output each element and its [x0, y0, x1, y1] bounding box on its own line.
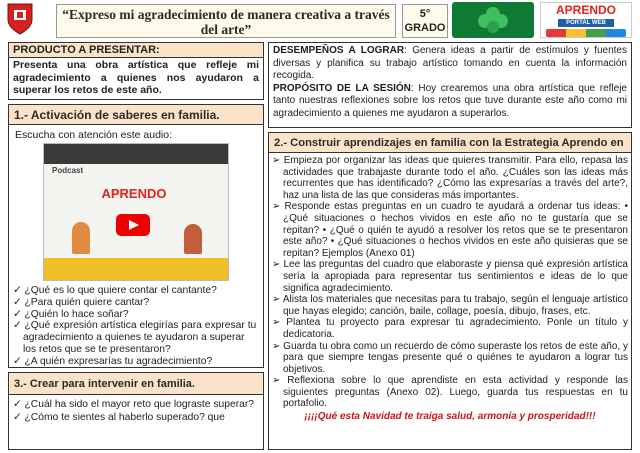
- aprendo-brand: APRENDO: [555, 3, 616, 17]
- list-item: ✓ ¿Quién lo hace soñar?: [13, 308, 129, 320]
- header: [0, 0, 640, 40]
- producto-text: Presenta una obra artística que refleje mi agradecimiento a quienes nos ayudaron a superar los retos de este año.: [13, 59, 259, 96]
- actividad2-steps: [272, 155, 628, 423]
- video-top-bar: [44, 144, 228, 164]
- desempenos-section: [268, 42, 632, 128]
- grade-box: [402, 4, 448, 38]
- video-caption: Podcast: [52, 166, 84, 175]
- desempenos-paragraph: [273, 45, 627, 83]
- list-item: ✓ ¿Cuál ha sido el mayor reto que lograste superar?: [13, 399, 255, 410]
- clover-logo-icon: [452, 2, 534, 38]
- school-shield-icon: [6, 2, 34, 36]
- list-item: ✓ ¿A quién expresarías tu agradecimiento?: [13, 355, 213, 367]
- actividad1-subtitle: Escucha con atención este audio:: [15, 129, 173, 141]
- child-illustration-icon: [72, 222, 90, 254]
- actividad2-title: 2.- Construir aprendizajes en familia con la Estrategia Aprendo en: [269, 133, 631, 153]
- proposito-paragraph: [273, 83, 627, 121]
- actividad1-title: 1.- Activación de saberes en familia.: [9, 105, 263, 125]
- grade-label: GRADO: [404, 22, 446, 34]
- actividad3-questions: [13, 399, 261, 424]
- list-item: ➢ Alista los materiales que necesitas para tu trabajo, según el lenguaje artístico que hayas elegido; canción, baile, collage, poesía, dibujo, frases, etc.: [272, 294, 628, 317]
- actividad1-section: [8, 104, 264, 368]
- audio-video-player[interactable]: [43, 143, 229, 281]
- play-button-icon[interactable]: [116, 214, 150, 236]
- producto-label: PRODUCTO A PRESENTAR:: [9, 43, 263, 58]
- session-title: “Expreso mi agradecimiento de manera creativa a través del arte”: [56, 4, 396, 38]
- color-stripe-icon: [546, 29, 626, 37]
- grade-number: 5°: [419, 8, 431, 20]
- proposito-text: : Hoy crearemos una obra artística que refleje tanto nuestras reflexiones sobre los retos que tuve durante este año como mi agradecimiento a quienes me ayudaron a superarlos.: [273, 82, 627, 119]
- desempenos-text: : Genera ideas a partir de estímulos y fuentes diversas y planifica su trabajo artístico tomando en cuenta la información recogida.: [273, 45, 627, 82]
- actividad1-questions: [13, 285, 259, 368]
- list-item: ➢ Plantea tu proyecto para expresar tu agradecimiento. Ponle un título y dedicatoria.: [272, 317, 628, 340]
- portal-web-badge: PORTAL WEB: [558, 19, 614, 27]
- list-item: ➢ Lee las preguntas del cuadro que elaboraste y piensa qué expresión artística sería la apropiada para representar tus sentimientos e ideas de lo que significa agradecimiento.: [272, 259, 628, 294]
- list-item: ➢ Guarda tu obra como un recuerdo de cómo superaste los retos de este año, y para que siempre tengas presente qué o quiénes te ayudaron a lograr tus objetivos.: [272, 340, 628, 375]
- producto-section: [8, 42, 264, 100]
- aprendo-portal-logo: [540, 2, 632, 38]
- list-item: ✓ ¿Para quién quiere cantar?: [13, 296, 150, 308]
- list-item: ➢ Responde estas preguntas en un cuadro te ayudará a ordenar tus ideas: • ¿Qué situaciones o hechos vividos en este año no te gustaría que se repitan? • ¿Qué o quién te ayudó a resolver los retos que se te presentaron este año? • ¿Qué situaciones o hechos vividos en este año quisieras que se repitan? Ejemplos (Anexo 01): [272, 201, 628, 259]
- video-bottom-band: [44, 258, 228, 280]
- actividad2-section: [268, 132, 632, 450]
- list-item: ✓ ¿Qué es lo que quiere contar el cantante?: [13, 285, 217, 296]
- actividad3-title: 3.- Crear para intervenir en familia.: [9, 373, 263, 395]
- desempenos-label: DESEMPEÑOS A LOGRAR: [273, 45, 405, 56]
- actividad3-section: [8, 372, 264, 450]
- list-item: ➢ Empieza por organizar las ideas que quieres transmitir. Para ello, repasa las actividades que trabajaste durante todo el año. ¿Cuáles son las ideas más recurrentes que has identificado? ¿Cómo las expresarías a través del arte?, haz una lista de las que consideras más importantes.: [272, 155, 628, 201]
- video-brand: APRENDO: [101, 186, 167, 201]
- closing-message: ¡¡¡¡Qué esta Navidad te traiga salud, armonía y prosperidad!!!: [304, 411, 596, 423]
- proposito-label: PROPÓSITO DE LA SESIÓN: [273, 82, 411, 94]
- list-item: ✓ ¿Cómo te sientes al haberlo superado? que: [13, 411, 225, 423]
- list-item: ➢ Reflexiona sobre lo que aprendiste en esta actividad y responde las siguientes preguntas (Anexo 02). Luego, guarda tus respuestas en tu portafolio.: [272, 375, 628, 410]
- list-item: ✓ ¿Qué expresión artística elegirías para expresar tu agradecimiento a quienes te ayudaron a superar los retos que se te presentaron?: [13, 320, 257, 355]
- child-illustration-icon: [184, 224, 202, 254]
